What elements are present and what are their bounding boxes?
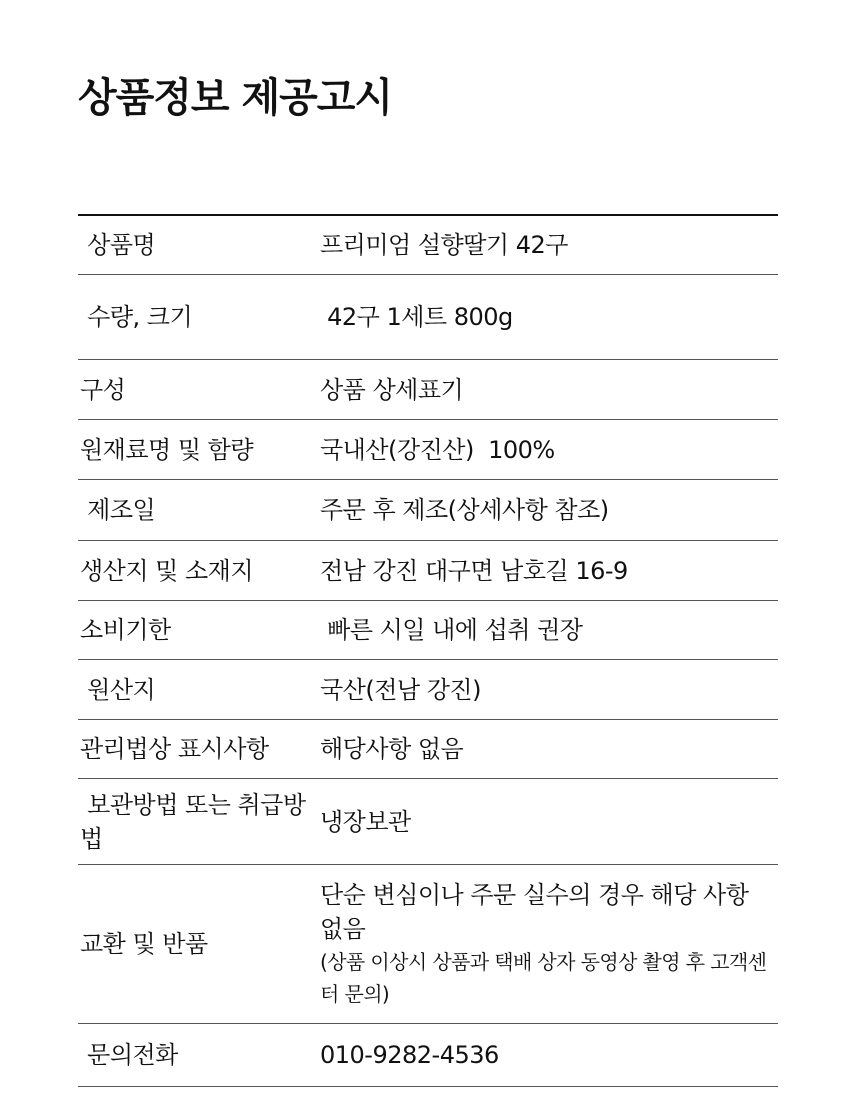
row-value-container (316, 865, 778, 1024)
row-label: 문의전화 (78, 1024, 316, 1087)
row-value-note: (상품 이상시 상품과 택배 상자 동영상 촬영 후 고객센터 문의) (320, 950, 767, 1006)
product-info-table (78, 214, 778, 1087)
table-row-expiration (78, 601, 778, 660)
row-label: 제조일 (78, 480, 316, 541)
table-row-product-name (78, 215, 778, 275)
row-value: 프리미엄 설향딸기 42구 (316, 215, 778, 275)
row-value: 상품 상세표기 (316, 360, 778, 420)
page-title: 상품정보 제공고시 (78, 75, 393, 121)
row-value: 냉장보관 (316, 779, 778, 865)
row-label: 교환 및 반품 (78, 865, 316, 1024)
row-value: 전남 강진 대구면 남호길 16-9 (316, 541, 778, 601)
row-label: 구성 (78, 360, 316, 420)
table-row-manufacture-date (78, 480, 778, 541)
row-label: 원산지 (78, 660, 316, 720)
row-label: 수량, 크기 (78, 275, 316, 360)
row-label: 보관방법 또는 취급방법 (78, 779, 316, 865)
table-row-quantity-size (78, 275, 778, 360)
table-row-composition (78, 360, 778, 420)
table-row-legal-notice (78, 720, 778, 779)
row-label: 관리법상 표시사항 (78, 720, 316, 779)
row-value: 빠른 시일 내에 섭취 권장 (316, 601, 778, 660)
table-row-ingredients (78, 420, 778, 480)
row-value: 주문 후 제조(상세사항 참조) (316, 480, 778, 541)
row-label: 생산지 및 소재지 (78, 541, 316, 601)
table-row-exchange-return (78, 865, 778, 1024)
row-value: 해당사항 없음 (316, 720, 778, 779)
row-value: 010-9282-4536 (316, 1024, 778, 1087)
row-label: 소비기한 (78, 601, 316, 660)
table-row-storage (78, 779, 778, 865)
row-label: 상품명 (78, 215, 316, 275)
row-value: 42구 1세트 800g (316, 275, 778, 360)
table-row-contact-phone (78, 1024, 778, 1087)
table-row-origin (78, 660, 778, 720)
row-value: 단순 변심이나 주문 실수의 경우 해당 사항 없음 (320, 881, 749, 943)
row-value: 국산(전남 강진) (316, 660, 778, 720)
table-row-production-location (78, 541, 778, 601)
row-value: 국내산(강진산) 100% (316, 420, 778, 480)
row-label: 원재료명 및 함량 (78, 420, 316, 480)
